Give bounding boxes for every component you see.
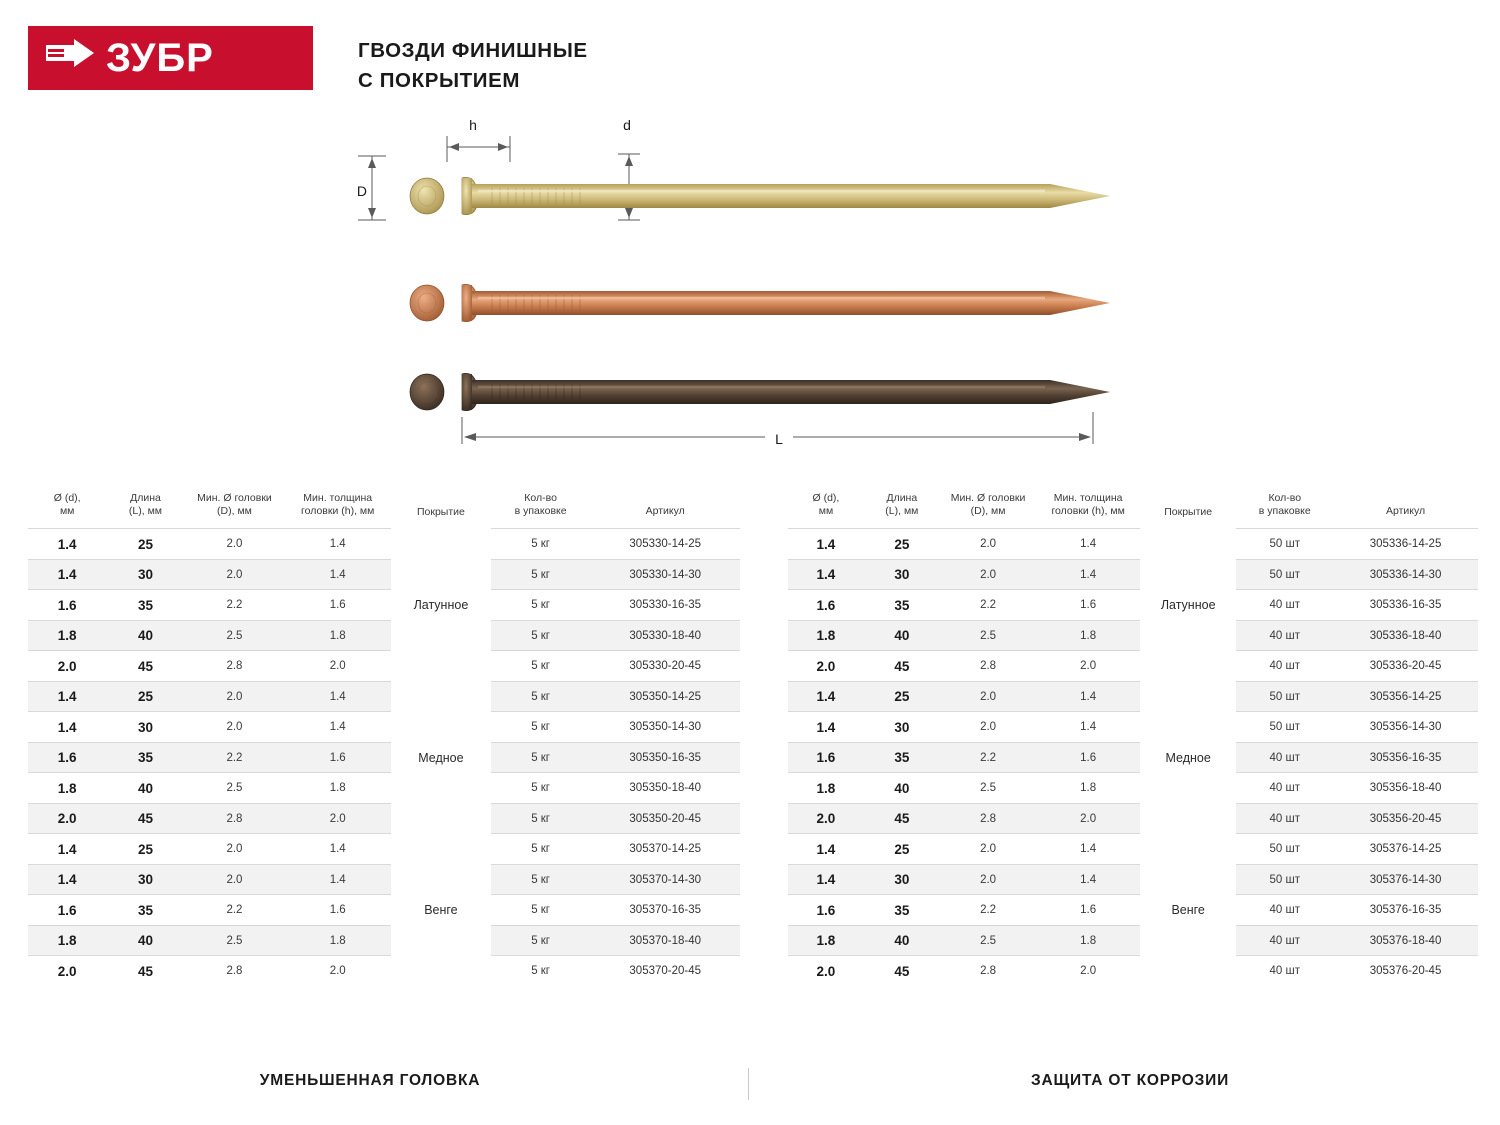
cell-length: 40: [864, 773, 940, 804]
cell-head-thickness: 1.6: [284, 742, 391, 773]
cell-head-diameter: 2.0: [940, 529, 1037, 560]
cell-head-thickness: 1.6: [1036, 590, 1140, 621]
cell-length: 30: [106, 864, 184, 895]
cell-article: 305370-18-40: [590, 925, 740, 956]
cell-diameter: 1.6: [28, 590, 106, 621]
cell-head-thickness: 1.6: [1036, 742, 1140, 773]
table-header-row: [788, 488, 1478, 529]
cell-length: 35: [864, 895, 940, 926]
cell-diameter: 1.4: [28, 529, 106, 560]
cell-diameter: 1.4: [28, 712, 106, 743]
label-length: L: [775, 431, 783, 447]
col-coating: Покрытие: [416, 505, 465, 518]
cell-diameter: 1.4: [28, 864, 106, 895]
cell-head-diameter: 2.5: [940, 925, 1037, 956]
cell-article: 305336-20-45: [1333, 651, 1478, 682]
cell-length: 25: [106, 529, 184, 560]
cell-head-thickness: 1.4: [284, 712, 391, 743]
cell-quantity: 5 кг: [491, 742, 591, 773]
table-row: [28, 895, 740, 926]
cell-quantity: 5 кг: [491, 651, 591, 682]
cell-head-diameter: 2.5: [185, 773, 285, 804]
cell-article: 305330-14-30: [590, 559, 740, 590]
cell-head-diameter: 2.8: [940, 803, 1037, 834]
cell-head-thickness: 1.4: [284, 864, 391, 895]
cell-article: 305330-20-45: [590, 651, 740, 682]
cell-diameter: 1.4: [788, 529, 864, 560]
table-row: [788, 925, 1478, 956]
cell-head-thickness: 1.8: [1036, 773, 1140, 804]
cell-article: 305356-20-45: [1333, 803, 1478, 834]
cell-coating: Латунное: [1140, 529, 1237, 682]
cell-diameter: 2.0: [788, 651, 864, 682]
table-row: [28, 620, 740, 651]
cell-length: 45: [864, 956, 940, 987]
cell-head-diameter: 2.2: [940, 590, 1037, 621]
cell-head-diameter: 2.8: [940, 956, 1037, 987]
table-row: [788, 712, 1478, 743]
cell-length: 30: [106, 559, 184, 590]
cell-coating: Медное: [1140, 681, 1237, 834]
cell-length: 40: [864, 620, 940, 651]
col-length: Длина (L), мм: [885, 492, 919, 518]
cell-article: 305330-18-40: [590, 620, 740, 651]
wenge-nail: [410, 373, 1110, 410]
table-right: [788, 488, 1478, 986]
cell-length: 25: [864, 834, 940, 865]
table-row: [788, 803, 1478, 834]
cell-head-diameter: 2.5: [940, 773, 1037, 804]
cell-length: 30: [864, 712, 940, 743]
cell-quantity: 40 шт: [1236, 620, 1333, 651]
table-left: [28, 488, 740, 986]
cell-article: 305350-14-30: [590, 712, 740, 743]
cell-quantity: 40 шт: [1236, 651, 1333, 682]
cell-quantity: 5 кг: [491, 925, 591, 956]
cell-quantity: 5 кг: [491, 803, 591, 834]
cell-article: 305370-14-25: [590, 834, 740, 865]
cell-head-thickness: 1.8: [284, 773, 391, 804]
cell-length: 40: [106, 620, 184, 651]
cell-length: 30: [864, 559, 940, 590]
cell-article: 305356-14-25: [1333, 681, 1478, 712]
cell-length: 35: [106, 895, 184, 926]
cell-length: 35: [106, 590, 184, 621]
cell-head-diameter: 2.0: [185, 712, 285, 743]
table-row: [28, 925, 740, 956]
col-article: Артикул: [1385, 505, 1426, 518]
cell-head-thickness: 1.6: [1036, 895, 1140, 926]
cell-article: 305336-14-25: [1333, 529, 1478, 560]
cell-quantity: 5 кг: [491, 529, 591, 560]
spec-table-packs: [788, 488, 1478, 986]
cell-quantity: 40 шт: [1236, 895, 1333, 926]
table-row: [28, 956, 740, 987]
cell-head-thickness: 1.4: [1036, 864, 1140, 895]
table-row: [28, 864, 740, 895]
col-length: Длина (L), мм: [128, 492, 163, 518]
cell-length: 45: [864, 651, 940, 682]
col-head-thickness: Мин. толщина головки (h), мм: [1051, 492, 1125, 518]
cell-head-thickness: 1.8: [284, 620, 391, 651]
cell-diameter: 1.4: [788, 559, 864, 590]
table-row: [28, 681, 740, 712]
table-row: [28, 834, 740, 865]
cell-quantity: 5 кг: [491, 773, 591, 804]
cell-length: 25: [864, 681, 940, 712]
cell-quantity: 5 кг: [491, 590, 591, 621]
cell-article: 305350-18-40: [590, 773, 740, 804]
cell-article: 305336-14-30: [1333, 559, 1478, 590]
cell-quantity: 40 шт: [1236, 590, 1333, 621]
table-row: [788, 773, 1478, 804]
cell-diameter: 1.8: [788, 620, 864, 651]
cell-head-thickness: 1.4: [1036, 681, 1140, 712]
cell-head-thickness: 1.8: [284, 925, 391, 956]
table-row: [28, 590, 740, 621]
cell-diameter: 1.8: [788, 773, 864, 804]
cell-article: 305336-18-40: [1333, 620, 1478, 651]
cell-head-thickness: 1.6: [284, 590, 391, 621]
cell-quantity: 5 кг: [491, 620, 591, 651]
cell-head-thickness: 1.4: [284, 559, 391, 590]
cell-article: 305336-16-35: [1333, 590, 1478, 621]
cell-article: 305356-16-35: [1333, 742, 1478, 773]
cell-diameter: 2.0: [28, 651, 106, 682]
cell-coating: Венге: [391, 834, 491, 987]
brand-logo: [28, 26, 313, 90]
cell-head-diameter: 2.8: [940, 651, 1037, 682]
cell-head-diameter: 2.2: [940, 742, 1037, 773]
cell-head-thickness: 2.0: [284, 803, 391, 834]
cell-length: 45: [106, 803, 184, 834]
table-row: [788, 681, 1478, 712]
cell-quantity: 50 шт: [1236, 834, 1333, 865]
cell-diameter: 1.6: [788, 895, 864, 926]
page-title-line2: С ПОКРЫТИЕМ: [358, 68, 521, 92]
cell-quantity: 50 шт: [1236, 712, 1333, 743]
cell-head-diameter: 2.8: [185, 651, 285, 682]
col-head-thickness: Мин. толщина головки (h), мм: [301, 492, 375, 518]
table-row: [788, 620, 1478, 651]
cell-head-diameter: 2.0: [185, 681, 285, 712]
cell-head-thickness: 1.4: [284, 834, 391, 865]
col-head-diameter: Мин. Ø головки (D), мм: [950, 492, 1026, 518]
cell-article: 305350-16-35: [590, 742, 740, 773]
table-right-body: [788, 529, 1478, 987]
cell-diameter: 1.8: [28, 773, 106, 804]
cell-length: 45: [106, 956, 184, 987]
cell-article: 305330-14-25: [590, 529, 740, 560]
nail-diagram: [0, 112, 1500, 472]
cell-head-diameter: 2.5: [185, 925, 285, 956]
cell-quantity: 40 шт: [1236, 803, 1333, 834]
cell-head-thickness: 1.4: [1036, 834, 1140, 865]
cell-diameter: 2.0: [788, 803, 864, 834]
table-row: [788, 895, 1478, 926]
table-row: [788, 559, 1478, 590]
brass-nail: [410, 177, 1110, 214]
cell-article: 305376-18-40: [1333, 925, 1478, 956]
footer-divider: [748, 1068, 749, 1100]
brand-name: ЗУБР: [106, 36, 214, 80]
label-head-thickness: h: [469, 117, 477, 133]
cell-length: 30: [106, 712, 184, 743]
cell-head-diameter: 2.0: [940, 681, 1037, 712]
label-shank-diameter: d: [623, 117, 631, 133]
cell-head-thickness: 1.6: [284, 895, 391, 926]
table-row: [788, 834, 1478, 865]
cell-head-thickness: 1.4: [284, 681, 391, 712]
cell-coating: Венге: [1140, 834, 1237, 987]
col-diameter: Ø (d), мм: [812, 492, 840, 518]
product-illustration: [0, 112, 1500, 472]
cell-length: 40: [864, 925, 940, 956]
cell-head-diameter: 2.0: [940, 864, 1037, 895]
table-row: [28, 742, 740, 773]
cell-diameter: 1.6: [788, 742, 864, 773]
cell-head-diameter: 2.0: [185, 864, 285, 895]
cell-head-diameter: 2.2: [185, 895, 285, 926]
page-title: [358, 36, 588, 95]
cell-head-thickness: 2.0: [1036, 803, 1140, 834]
table-row: [788, 529, 1478, 560]
cell-quantity: 50 шт: [1236, 681, 1333, 712]
cell-head-diameter: 2.0: [940, 559, 1037, 590]
cell-head-diameter: 2.8: [185, 803, 285, 834]
cell-head-diameter: 2.0: [185, 529, 285, 560]
cell-head-diameter: 2.5: [940, 620, 1037, 651]
table-row: [788, 651, 1478, 682]
cell-quantity: 50 шт: [1236, 529, 1333, 560]
col-quantity: Кол-во в упаковке: [514, 492, 567, 518]
table-row: [28, 651, 740, 682]
cell-head-diameter: 2.2: [940, 895, 1037, 926]
cell-diameter: 1.4: [28, 834, 106, 865]
cell-head-thickness: 1.8: [1036, 620, 1140, 651]
cell-article: 305356-18-40: [1333, 773, 1478, 804]
cell-article: 305370-20-45: [590, 956, 740, 987]
cell-diameter: 1.6: [28, 895, 106, 926]
cell-article: 305376-20-45: [1333, 956, 1478, 987]
cell-diameter: 1.6: [28, 742, 106, 773]
cell-head-diameter: 2.0: [185, 559, 285, 590]
cell-length: 35: [864, 742, 940, 773]
cell-quantity: 5 кг: [491, 681, 591, 712]
cell-quantity: 5 кг: [491, 956, 591, 987]
cell-head-diameter: 2.2: [185, 742, 285, 773]
cell-quantity: 5 кг: [491, 834, 591, 865]
cell-article: 305376-16-35: [1333, 895, 1478, 926]
cell-diameter: 2.0: [788, 956, 864, 987]
page-title-line1: ГВОЗДИ ФИНИШНЫЕ: [358, 39, 588, 62]
cell-length: 40: [106, 773, 184, 804]
table-row: [28, 803, 740, 834]
cell-head-diameter: 2.0: [185, 834, 285, 865]
cell-diameter: 1.8: [28, 925, 106, 956]
col-coating: Покрытие: [1164, 505, 1213, 518]
table-row: [28, 529, 740, 560]
cell-article: 305350-20-45: [590, 803, 740, 834]
cell-head-diameter: 2.2: [185, 590, 285, 621]
cell-quantity: 40 шт: [1236, 742, 1333, 773]
table-left-body: [28, 529, 740, 987]
page-header: [0, 0, 1500, 112]
table-row: [28, 559, 740, 590]
cell-quantity: 40 шт: [1236, 773, 1333, 804]
cell-head-thickness: 2.0: [284, 651, 391, 682]
page-footer: [0, 1060, 1500, 1110]
col-quantity: Кол-во в упаковке: [1258, 492, 1311, 518]
cell-diameter: 1.4: [788, 864, 864, 895]
cell-head-diameter: 2.0: [940, 834, 1037, 865]
footer-feature-head: УМЕНЬШЕННАЯ ГОЛОВКА: [259, 1072, 481, 1089]
table-row: [28, 773, 740, 804]
cell-diameter: 1.4: [788, 834, 864, 865]
cell-quantity: 50 шт: [1236, 559, 1333, 590]
cell-head-diameter: 2.0: [940, 712, 1037, 743]
cell-length: 40: [106, 925, 184, 956]
cell-length: 35: [106, 742, 184, 773]
cell-head-thickness: 1.4: [1036, 712, 1140, 743]
cell-quantity: 40 шт: [1236, 956, 1333, 987]
spec-table-bulk: [28, 488, 740, 986]
cell-diameter: 1.8: [788, 925, 864, 956]
cell-head-thickness: 1.4: [1036, 559, 1140, 590]
cell-diameter: 1.6: [788, 590, 864, 621]
copper-nail: [410, 284, 1110, 321]
cell-coating: Медное: [391, 681, 491, 834]
col-diameter: Ø (d), мм: [53, 492, 81, 518]
cell-quantity: 5 кг: [491, 559, 591, 590]
cell-diameter: 1.4: [788, 681, 864, 712]
cell-length: 45: [864, 803, 940, 834]
cell-article: 305370-16-35: [590, 895, 740, 926]
cell-length: 25: [864, 529, 940, 560]
cell-head-thickness: 1.4: [1036, 529, 1140, 560]
table-row: [28, 712, 740, 743]
cell-diameter: 2.0: [28, 956, 106, 987]
table-row: [788, 864, 1478, 895]
cell-head-thickness: 2.0: [1036, 956, 1140, 987]
col-article: Артикул: [645, 505, 685, 518]
table-row: [788, 956, 1478, 987]
zubr-arrow-icon: [44, 37, 96, 79]
cell-quantity: 50 шт: [1236, 864, 1333, 895]
cell-quantity: 5 кг: [491, 895, 591, 926]
cell-article: 305330-16-35: [590, 590, 740, 621]
cell-head-diameter: 2.5: [185, 620, 285, 651]
cell-diameter: 1.8: [28, 620, 106, 651]
cell-head-thickness: 2.0: [1036, 651, 1140, 682]
cell-article: 305376-14-25: [1333, 834, 1478, 865]
cell-diameter: 2.0: [28, 803, 106, 834]
footer-feature-corrosion: ЗАЩИТА ОТ КОРРОЗИИ: [1030, 1072, 1230, 1089]
table-row: [788, 590, 1478, 621]
cell-length: 35: [864, 590, 940, 621]
cell-length: 25: [106, 681, 184, 712]
cell-head-thickness: 1.4: [284, 529, 391, 560]
cell-coating: Латунное: [391, 529, 491, 682]
table-row: [788, 742, 1478, 773]
label-head-diameter: D: [356, 183, 367, 199]
cell-article: 305376-14-30: [1333, 864, 1478, 895]
cell-quantity: 5 кг: [491, 712, 591, 743]
cell-length: 30: [864, 864, 940, 895]
table-header-row: [28, 488, 740, 529]
cell-quantity: 40 шт: [1236, 925, 1333, 956]
col-head-diameter: Мин. Ø головки (D), мм: [197, 492, 272, 518]
cell-length: 45: [106, 651, 184, 682]
cell-article: 305356-14-30: [1333, 712, 1478, 743]
cell-diameter: 1.4: [28, 681, 106, 712]
cell-quantity: 5 кг: [491, 864, 591, 895]
cell-head-thickness: 1.8: [1036, 925, 1140, 956]
cell-article: 305370-14-30: [590, 864, 740, 895]
cell-head-thickness: 2.0: [284, 956, 391, 987]
cell-diameter: 1.4: [28, 559, 106, 590]
cell-article: 305350-14-25: [590, 681, 740, 712]
cell-diameter: 1.4: [788, 712, 864, 743]
cell-head-diameter: 2.8: [185, 956, 285, 987]
cell-length: 25: [106, 834, 184, 865]
